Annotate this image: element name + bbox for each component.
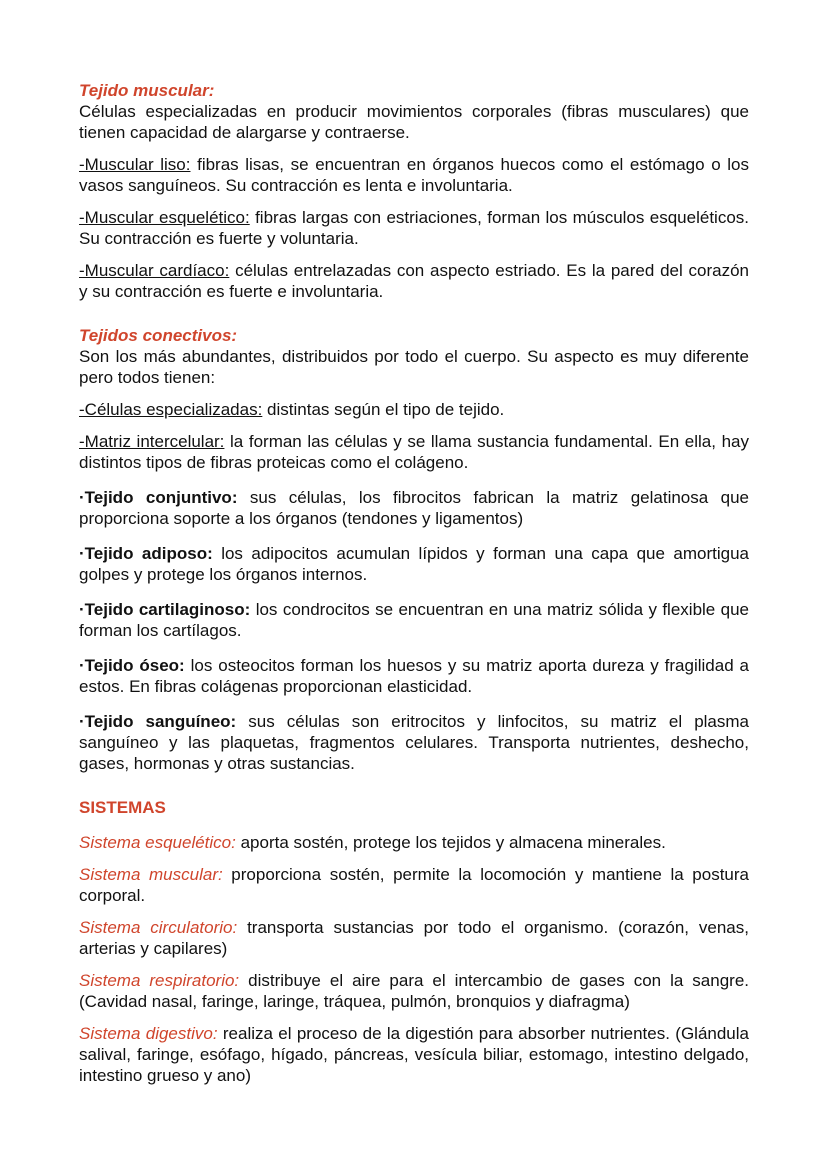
term-tejido-sanguineo: ·Tejido sanguíneo: <box>79 712 237 731</box>
heading-tejidos-conectivos: Tejidos conectivos: <box>79 326 238 345</box>
text-matriz-intercelular: la forman las células y se llama sustancia fundamental. En ella, hay distintos tipos de fibras proteicas como el colágeno. <box>79 432 749 472</box>
term-tejido-conjuntivo: ·Tejido conjuntivo: <box>79 488 238 507</box>
tejido-sanguineo <box>79 711 749 774</box>
text-sistema-digestivo: realiza el proceso de la digestión para absorber nutrientes. (Glándula salival, faringe, esófago, hígado, páncreas, vesícula biliar, estomago, intestino delgado, intestino grueso y ano) <box>79 1024 749 1085</box>
celulas-especializadas <box>79 399 749 420</box>
tejido-oseo <box>79 655 749 697</box>
sistema-digestivo <box>79 1023 749 1086</box>
text-sistema-circulatorio: transporta sustancias por todo el organismo. (corazón, venas, arterias y capilares) <box>79 918 749 958</box>
term-sistema-esqueletico: Sistema esquelético: <box>79 833 236 852</box>
text-sistema-respiratorio: distribuye el aire para el intercambio de gases con la sangre. (Cavidad nasal, faringe, laringe, tráquea, pulmón, bronquios y diafragma) <box>79 971 749 1011</box>
text-tejido-oseo: los osteocitos forman los huesos y su matriz aporta dureza y fragilidad a estos. En fibras colágenas proporcionan elasticidad. <box>79 656 749 696</box>
term-muscular-esqueletico: -Muscular esquelético: <box>79 208 250 227</box>
term-sistema-digestivo: Sistema digestivo: <box>79 1024 218 1043</box>
text-tejido-sanguineo: sus células son eritrocitos y linfocitos, su matriz el plasma sanguíneo y las plaquetas, fragmentos celulares. Transporta nutrientes, deshecho, gases, hormonas y otras sustancias. <box>79 712 749 773</box>
sistema-muscular <box>79 864 749 906</box>
text-tejido-cartilaginoso: los condrocitos se encuentran en una matriz sólida y flexible que forman los cartílagos. <box>79 600 750 640</box>
term-celulas-especializadas: -Células especializadas: <box>79 400 263 419</box>
conectivos-intro: Son los más abundantes, distribuidos por todo el cuerpo. Su aspecto es muy diferente pero todos tienen: <box>79 347 749 387</box>
term-matriz-intercelular: -Matriz intercelular: <box>79 432 225 451</box>
sistema-respiratorio <box>79 970 749 1012</box>
term-tejido-oseo: ·Tejido óseo: <box>79 656 185 675</box>
tejido-adiposo <box>79 543 749 585</box>
muscular-liso <box>79 154 749 196</box>
heading-tejido-muscular: Tejido muscular: <box>79 81 215 100</box>
term-sistema-circulatorio: Sistema circulatorio: <box>79 918 238 937</box>
text-sistema-esqueletico: aporta sostén, protege los tejidos y almacena minerales. <box>235 833 666 852</box>
matriz-intercelular <box>79 431 749 473</box>
sistema-esqueletico <box>79 832 749 853</box>
tejido-cartilaginoso <box>79 599 749 641</box>
text-tejido-conjuntivo: sus células, los fibrocitos fabrican la matriz gelatinosa que proporciona soporte a los órganos (tendones y ligamentos) <box>79 488 750 528</box>
term-sistema-muscular: Sistema muscular: <box>79 865 223 884</box>
text-muscular-esqueletico: fibras largas con estriaciones, forman los músculos esqueléticos. Su contracción es fuerte y voluntaria. <box>79 208 750 248</box>
muscular-intro: Células especializadas en producir movimientos corporales (fibras musculares) que tienen capacidad de alargarse y contraerse. <box>79 102 749 142</box>
term-tejido-cartilaginoso: ·Tejido cartilaginoso: <box>79 600 251 619</box>
text-muscular-cardiaco: células entrelazadas con aspecto estriado. Es la pared del corazón y su contracción es fuerte e involuntaria. <box>79 261 749 301</box>
term-sistema-respiratorio: Sistema respiratorio: <box>79 971 240 990</box>
term-tejido-adiposo: ·Tejido adiposo: <box>79 544 213 563</box>
text-tejido-adiposo: los adipocitos acumulan lípidos y forman una capa que amortigua golpes y protege los órganos internos. <box>79 544 749 584</box>
term-muscular-cardiaco: -Muscular cardíaco: <box>79 261 230 280</box>
text-muscular-liso: fibras lisas, se encuentran en órganos huecos como el estómago o los vasos sanguíneos. Su contracción es lenta e involuntaria. <box>79 155 749 195</box>
heading-sistemas: SISTEMAS <box>79 798 166 817</box>
text-celulas-especializadas: distintas según el tipo de tejido. <box>262 400 505 419</box>
muscular-cardiaco <box>79 260 749 302</box>
muscular-esqueletico <box>79 207 749 249</box>
text-sistema-muscular: proporciona sostén, permite la locomoción y mantiene la postura corporal. <box>79 865 749 905</box>
sistema-circulatorio <box>79 917 749 959</box>
tejido-conjuntivo <box>79 487 749 529</box>
term-muscular-liso: -Muscular liso: <box>79 155 191 174</box>
